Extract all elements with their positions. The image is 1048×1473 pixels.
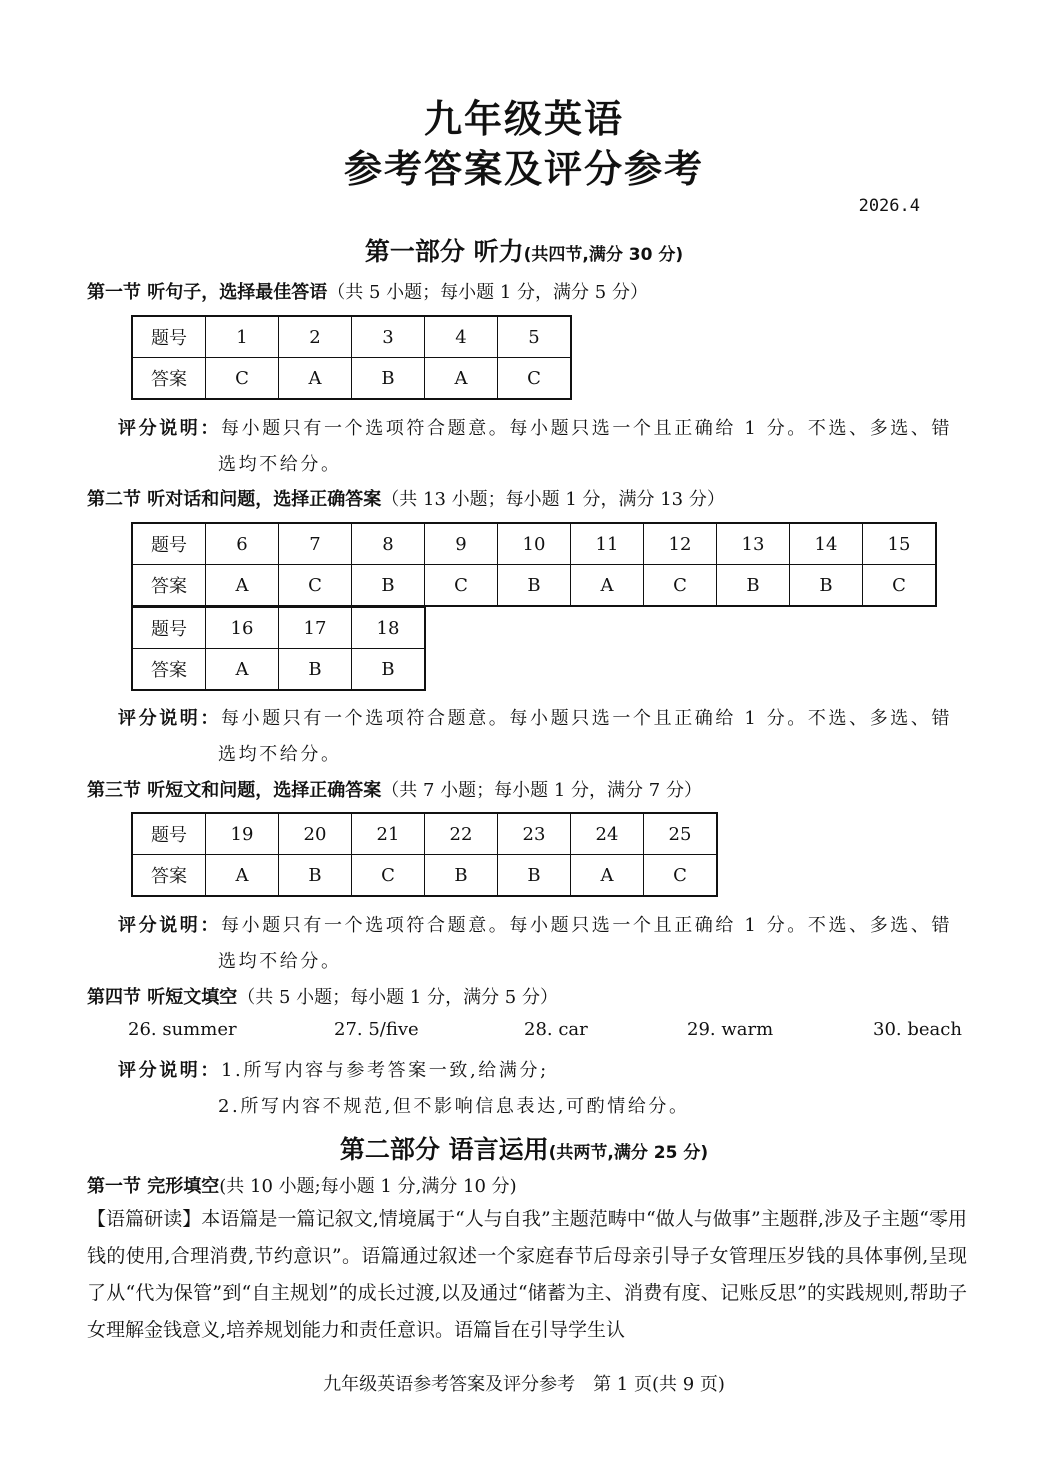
answer-cell: C [863,565,937,607]
question-number-cell: 23 [498,813,571,855]
fill-answer-29: 29. warm [687,1019,774,1040]
part1-heading: 第一部分 听力(共四节,满分 30 分) [364,237,684,266]
doc-date: 2026.4 [858,196,920,216]
answer-label: 答案 [132,855,206,897]
answer-cell: C [206,358,279,400]
part2-heading: 第二部分 语言运用(共两节,满分 25 分) [339,1135,709,1164]
s1-grading: 评分说明：每小题只有一个选项符合题意。每小题只选一个且正确给 1 分。不选、多选、错 [118,418,953,439]
answer-cell: A [571,855,644,897]
answer-cell: B [425,855,498,897]
answer-cell: B [279,649,352,691]
s4-grading-cont: 2.所写内容不规范,但不影响信息表达,可酌情给分。 [218,1096,690,1117]
question-number-cell: 2 [279,316,352,358]
question-number-cell: 4 [425,316,498,358]
answer-cell: B [717,565,790,607]
answer-cell: C [644,855,718,897]
question-number-cell: 8 [352,523,425,565]
answer-cell: B [790,565,863,607]
answer-cell: A [206,565,279,607]
s1-grading-cont: 选均不给分。 [218,454,342,475]
question-number-label: 题号 [132,813,206,855]
answer-cell: B [498,565,571,607]
question-number-row [132,316,571,358]
page-footer: 九年级英语参考答案及评分参考 第 1 页(共 9 页) [323,1374,725,1395]
question-number-cell: 1 [206,316,279,358]
answer-row [132,855,717,897]
question-number-cell: 15 [863,523,937,565]
question-number-cell: 20 [279,813,352,855]
question-number-cell: 5 [498,316,572,358]
answer-cell: A [206,855,279,897]
answer-cell: A [279,358,352,400]
s2-heading: 第二节 听对话和问题，选择正确答案（共 13 小题；每小题 1 分，满分 13 分） [87,489,725,510]
answer-row [132,649,425,691]
question-number-cell: 22 [425,813,498,855]
s3-grading-cont: 选均不给分。 [218,951,342,972]
question-number-row [132,607,425,649]
question-number-row [132,523,936,565]
answer-cell: C [279,565,352,607]
answer-row [132,358,571,400]
s2-answer-table [131,522,937,607]
s3-grading: 评分说明：每小题只有一个选项符合题意。每小题只选一个且正确给 1 分。不选、多选、错 [118,915,953,936]
question-number-label: 题号 [132,316,206,358]
s2-grading-cont: 选均不给分。 [218,744,342,765]
answer-label: 答案 [132,565,206,607]
question-number-cell: 19 [206,813,279,855]
answer-cell: B [352,649,426,691]
question-number-cell: 12 [644,523,717,565]
fill-answer-28: 28. car [524,1019,588,1040]
question-number-cell: 25 [644,813,718,855]
passage-analysis: 【语篇研读】本语篇是一篇记叙文,情境属于“人与自我”主题范畴中“做人与做事”主题群,涉及子主题“零用钱的使用,合理消费,节约意识”。语篇通过叙述一个家庭春节后母亲引导子女管理压岁钱的具体事例,呈现了从“代为保管”到“自主规划”的成长过渡,以及通过“储蓄为主、消费有度、记账反思”的实践规则,帮助子女理解金钱意义,培养规划能力和责任意识。语篇旨在引导学生认 [87,1208,967,1341]
question-number-cell: 16 [206,607,279,649]
s3-heading: 第三节 听短文和问题，选择正确答案（共 7 小题；每小题 1 分，满分 7 分） [87,780,702,801]
answer-row [132,565,936,607]
question-number-row [132,813,717,855]
question-number-cell: 21 [352,813,425,855]
s2-answer-table-cont [131,606,426,691]
question-number-cell: 14 [790,523,863,565]
p2s1-heading: 第一节 完形填空(共 10 小题;每小题 1 分,满分 10 分) [87,1176,517,1197]
answer-cell: B [352,565,425,607]
doc-subtitle: 参考答案及评分参考 [343,147,704,191]
answer-cell: C [644,565,717,607]
question-number-cell: 9 [425,523,498,565]
answer-cell: A [425,358,498,400]
question-number-cell: 24 [571,813,644,855]
s1-heading: 第一节 听句子，选择最佳答语（共 5 小题；每小题 1 分，满分 5 分） [87,282,648,303]
answer-cell: B [498,855,571,897]
question-number-cell: 6 [206,523,279,565]
answer-cell: A [206,649,279,691]
question-number-cell: 10 [498,523,571,565]
answer-label: 答案 [132,358,206,400]
s3-answer-table [131,812,718,897]
answer-cell: C [498,358,572,400]
s2-grading: 评分说明：每小题只有一个选项符合题意。每小题只选一个且正确给 1 分。不选、多选、错 [118,708,953,729]
question-number-cell: 13 [717,523,790,565]
s1-answer-table [131,315,572,400]
fill-answer-26: 26. summer [128,1019,237,1040]
answer-cell: A [571,565,644,607]
question-number-label: 题号 [132,523,206,565]
question-number-label: 题号 [132,607,206,649]
answer-cell: B [352,358,425,400]
question-number-cell: 3 [352,316,425,358]
doc-title: 九年级英语 [423,97,624,141]
fill-answer-30: 30. beach [873,1019,962,1040]
question-number-cell: 7 [279,523,352,565]
question-number-cell: 17 [279,607,352,649]
fill-answer-27: 27. 5/five [334,1019,419,1040]
answer-cell: C [425,565,498,607]
answer-cell: C [352,855,425,897]
s4-heading: 第四节 听短文填空（共 5 小题；每小题 1 分，满分 5 分） [87,987,558,1008]
answer-cell: B [279,855,352,897]
answer-label: 答案 [132,649,206,691]
s4-grading: 评分说明：1.所写内容与参考答案一致,给满分; [118,1060,549,1081]
question-number-cell: 11 [571,523,644,565]
question-number-cell: 18 [352,607,426,649]
